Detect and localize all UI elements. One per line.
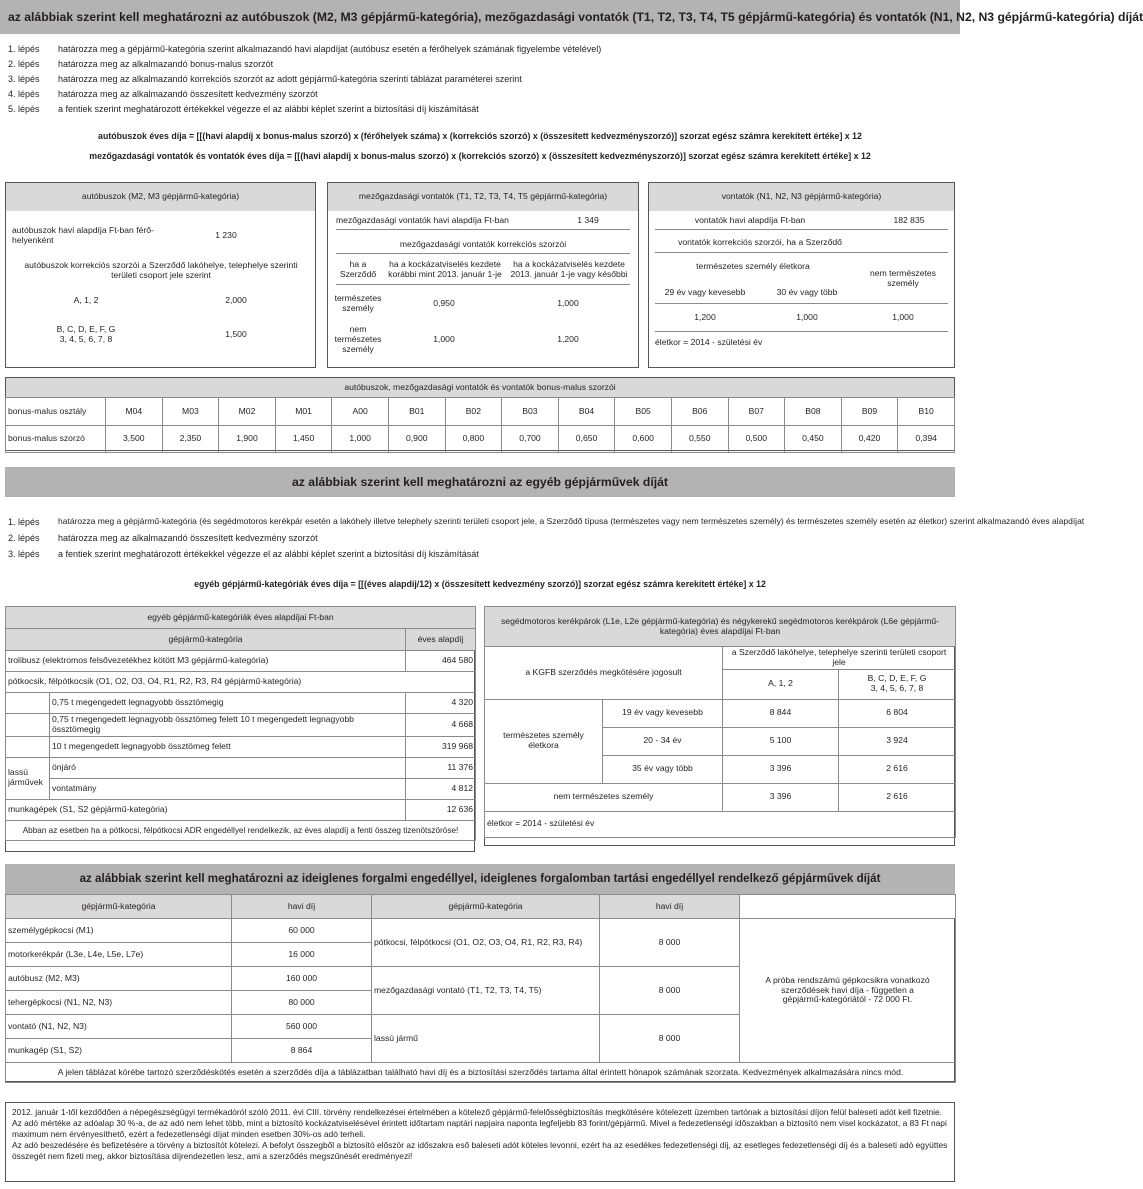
bus-table	[5, 182, 316, 368]
temp-slow-value: 8 000	[600, 1015, 740, 1063]
moped-age2-v2: 3 924	[839, 727, 956, 755]
temp-machine-value: 8 864	[232, 1039, 372, 1063]
moped-age3-v2: 2 616	[839, 755, 956, 783]
step-number: 3. lépés	[8, 74, 40, 84]
step-text: határozza meg az alkalmazandó korrekciós szorzót az adott gépjármű-kategória szerinti táblázat paraméterei szerint	[58, 74, 522, 84]
trailer-light-label: 0,75 t megengedett legnagyobb össztömegig	[50, 693, 406, 714]
step-text: határozza meg az alkalmazandó bonus-malus szorzót	[58, 59, 274, 69]
moped-age3-v1: 3 396	[723, 755, 839, 783]
bonus-value: 0,900	[388, 426, 445, 453]
bonus-value: 0,500	[728, 426, 785, 453]
agri-header: mezőgazdasági vontatók (T1, T2, T3, T4, T5 gépjármű-kategória)	[328, 183, 638, 211]
agri-row-nonnatural: nem természetes személy	[334, 324, 382, 354]
moped-age2-v1: 5 100	[723, 727, 839, 755]
temp-moto-label: motorkerékpár (L3e, L4e, L5e, L7e)	[6, 943, 232, 967]
moped-age2: 20 - 34 év	[603, 727, 723, 755]
agri-col0: ha a Szerződő	[339, 259, 377, 279]
agri-corr-header: mezőgazdasági vontatók korrekciós szorzói	[399, 239, 567, 250]
bonus-class: B08	[785, 398, 842, 426]
bonus-class: B09	[841, 398, 898, 426]
agri-col1: ha a kockázatviselés kezdete korábbi mint 2013. január 1-je	[388, 259, 502, 279]
adr-footnote: Abban az esetben ha a pótkocsi, félpótkocsi ADR engedéllyel rendelkezik, az éves alapdíj a fenti összeg tizenötszöröse!	[6, 820, 476, 840]
moped-age-note: életkor = 2014 - születési év	[485, 811, 956, 837]
bonus-header: autóbuszok, mezőgazdasági vontatók és vontatók bonus-malus szorzói	[6, 378, 954, 397]
bonus-class: B02	[445, 398, 502, 426]
trial-plate-note: A próba rendszámú gépkocsikra vonatkozó szerződések havi díja - független a gépjármű-kategóriától - 72 000 Ft.	[740, 919, 956, 1063]
moped-table	[484, 606, 956, 838]
bonus-class: B10	[898, 398, 955, 426]
temp-col-fee: havi díj	[232, 895, 372, 919]
self-propelled-label: önjáró	[50, 757, 406, 778]
bonus-value: 1,900	[219, 426, 276, 453]
other-header: egyéb gépjármű-kategóriák éves alapdíjai Ft-ban	[6, 607, 476, 629]
moped-age1: 19 év vagy kevesebb	[603, 699, 723, 727]
bus-formula: autóbuszok éves díja = [[(havi alapdíj x bonus-malus szorzó) x (férőhelyek száma) x (korrekciós szorzó) x (összesített kedvezményszorzó)] szorzat egész számra kerekített értéke] x 12	[98, 131, 862, 141]
bus-region-a: A, 1, 2	[73, 295, 99, 306]
agri-v22: 1,200	[557, 334, 579, 345]
section3-title: az alábbiak szerint kell meghatározni az ideiglenes forgalmi engedéllyel, ideiglenes forgalomban tartási engedéllyel rendelkező gépjárművek díját	[5, 864, 955, 894]
step-number: 4. lépés	[8, 89, 40, 99]
moped-region-header: a Szerződő lakóhelye, telephelye szerinti területi csoport jele	[723, 647, 956, 670]
step-number: 2. lépés	[8, 533, 40, 543]
trailer-heavy-label: 10 t megengedett legnagyobb össztömeg felett	[50, 736, 406, 757]
tractor-v3: 1,000	[892, 312, 914, 323]
self-propelled-value: 11 376	[406, 757, 476, 778]
trailer-label: pótkocsik, félpótkocsik (O1, O2, O3, O4, R1, R2, R3, R4 gépjármű-kategória)	[6, 672, 476, 693]
step-text: a fentiek szerint meghatározott értékekkel végezze el az alábbi képlet szerint a biztosítási díj kiszámítását	[58, 549, 479, 559]
bonus-value: 0,650	[558, 426, 615, 453]
agri-row-natural: természetes személy	[334, 293, 382, 313]
step-number: 5. lépés	[8, 104, 40, 114]
tractor-age-note: életkor = 2014 - születési év	[655, 337, 763, 348]
bonus-class: B07	[728, 398, 785, 426]
moped-region-b: B, C, D, E, F, G 3, 4, 5, 6, 7, 8	[839, 669, 956, 699]
bonus-value: 0,450	[785, 426, 842, 453]
moped-nonnatural-v1: 3 396	[723, 783, 839, 811]
tractor-table	[648, 182, 955, 368]
step-number: 3. lépés	[8, 549, 40, 559]
tractor-v2: 1,000	[796, 312, 818, 323]
moped-nonnatural-v2: 2 616	[839, 783, 956, 811]
bonus-class: A00	[332, 398, 389, 426]
tractor-base-label: vontatók havi alapdíja Ft-ban	[694, 215, 806, 226]
bonus-value: 1,450	[275, 426, 332, 453]
legal-note-3: Az adó beszedésére és befizetésére a törvény a biztosítót kötelezi. A befolyt összegből a biztosító először az időszakra eső baleseti adót köteles levonni, ezért ha az esedékes fedezetlenségi díj, az esetleges fedezetlenségi díj és a baleseti adó együttes összegét nem fizeti meg, akkor biztosítása díjrendezetlen lesz, ami a szerződés megszűnését eredményezi!	[12, 1139, 948, 1161]
bonus-class: B06	[671, 398, 728, 426]
bus-header: autóbuszok (M2, M3 gépjármű-kategória)	[6, 183, 315, 211]
moped-natural: természetes személy életkora	[485, 699, 603, 783]
bonus-class: M01	[275, 398, 332, 426]
step-text: határozza meg az alkalmazandó összesített kedvezmény szorzót	[58, 89, 318, 99]
bonus-value: 0,394	[898, 426, 955, 453]
other-formula: egyéb gépjármű-kategóriák éves díja = [[(éves alapdíj/12) x (összesített kedvezmény szorzó)] szorzat egész számra kerekített értéke] x 12	[194, 579, 766, 589]
temp-slow-label: lassú jármű	[372, 1015, 600, 1063]
moped-age3: 35 év vagy több	[603, 755, 723, 783]
temp-agri-label: mezőgazdasági vontató (T1, T2, T3, T4, T5)	[372, 967, 600, 1015]
legal-note-2: Az adó mértéke az adóalap 30 %-a, de az adó nem lehet több, mint a biztosító kockázatviselésével érintett időtartam naptári napjaira naponta legfeljebb 83 forint/gépjármű. Mivel a fedezetlenségi időszakban a biztosító nem visel kockázatot, a 83 Ft napi maximum nem érvényesíthető, ezért a fedezetlenségi díjat minden esetben 30%-os adó terheli.	[12, 1117, 947, 1139]
temp-col-cat: gépjármű-kategória	[6, 895, 232, 919]
bus-base-value: 1 230	[215, 230, 237, 241]
tractor-nonnatural: nem természetes személy	[870, 268, 936, 288]
bus-region-a-value: 2,000	[225, 295, 247, 306]
other-col-cat: gépjármű-kategória	[6, 629, 406, 651]
towed-value: 4 812	[406, 778, 476, 799]
bonus-value: 3,500	[106, 426, 163, 453]
temp-machine-label: munkagép (S1, S2)	[6, 1039, 232, 1063]
trolley-value: 464 580	[406, 651, 476, 672]
step-text: határozza meg a gépjármű-kategória (és segédmotoros kerékpár esetén a lakóhely illetve telephely szerinti területi csoport jele, a Szerződő típusa (természetes vagy nem természetes személy) és természetes személy esetén az életkor) szerint alkalmazandó éves alapdíjat	[58, 516, 1085, 526]
section2-title: az alábbiak szerint kell meghatározni az egyéb gépjárművek díját	[5, 467, 955, 497]
agri-base-value: 1 349	[577, 215, 599, 226]
section1-title: az alábbiak szerint kell meghatározni az autóbuszok (M2, M3 gépjármű-kategória), mezőgazdasági vontatók (T1, T2, T3, T4, T5 gépjármű-kategória) és vontatók (N1, N2, N3 gépjármű-kategória) díját	[0, 0, 960, 34]
trailer-mid-label: 0,75 t megengedett legnagyobb össztömeg felett 10 t megengedett legnagyobb össztömegig	[50, 714, 406, 737]
tractor-corr-header: vontatók korrekciós szorzói, ha a Szerződő	[678, 237, 842, 248]
other-col-val: éves alapdíj	[406, 629, 476, 651]
legal-notes	[5, 1102, 955, 1182]
other-table	[5, 606, 476, 841]
agri-v11: 0,950	[433, 298, 455, 309]
temp-tractor-label: vontató (N1, N2, N3)	[6, 1015, 232, 1039]
temp-bus-label: autóbusz (M2, M3)	[6, 967, 232, 991]
bonus-value: 0,600	[615, 426, 672, 453]
agri-table	[327, 182, 639, 368]
bonus-value: 2,350	[162, 426, 219, 453]
trailer-light-value: 4 320	[406, 693, 476, 714]
bonus-value: 0,800	[445, 426, 502, 453]
bonus-class: B05	[615, 398, 672, 426]
bonus-value: 0,420	[841, 426, 898, 453]
step-text: határozza meg az alkalmazandó összesített kedvezmény szorzót	[58, 533, 318, 543]
tractor-header: vontatók (N1, N2, N3 gépjármű-kategória)	[649, 183, 954, 211]
moped-age1-v1: 8 844	[723, 699, 839, 727]
bonus-class: M03	[162, 398, 219, 426]
legal-note-1: 2012. január 1-től kezdődően a népegészségügyi termékadóról szóló 2011. évi CIII. törvény rendelkezései értelmében a kötelező gépjármű-felelősségbiztosítás megkötésére kötelezett üzemben tartónak a biztosítási díjon felül baleseti adót kell fizetnie.	[12, 1107, 943, 1117]
bonus-value: 1,000	[332, 426, 389, 453]
tractor-base-value: 182 835	[893, 215, 925, 226]
bonus-class: B03	[502, 398, 559, 426]
agri-v12: 1,000	[557, 298, 579, 309]
step-number: 1. lépés	[8, 517, 40, 527]
step-number: 2. lépés	[8, 59, 40, 69]
bus-region-b-value: 1,500	[225, 329, 247, 340]
bus-region-b: B, C, D, E, F, G 3, 4, 5, 6, 7, 8	[56, 324, 116, 344]
temp-car-value: 60 000	[232, 919, 372, 943]
temp-moto-value: 16 000	[232, 943, 372, 967]
temp-car-label: személygépkocsi (M1)	[6, 919, 232, 943]
trailer-heavy-value: 319 968	[406, 736, 476, 757]
temp-bus-value: 160 000	[232, 967, 372, 991]
temp-trailer-value: 8 000	[600, 919, 740, 967]
trailer-mid-value: 4 668	[406, 714, 476, 737]
bonus-value: 0,550	[671, 426, 728, 453]
tractor-formula: mezőgazdasági vontatók és vontatók éves díja = [[(havi alapdíj x bonus-malus szorzó) x (korrekciós szorzó) x (összesített kedvezményszorzó)] szorzat egész számra kerekített értéke] x 12	[89, 151, 871, 161]
machinery-label: munkagépek (S1, S2 gépjármű-kategória)	[6, 799, 406, 820]
tractor-age-header: természetes személy életkora	[696, 261, 810, 272]
moped-header: segédmotoros kerékpárok (L1e, L2e gépjármű-kategória) és négykerekű segédmotoros kerékpárok (L6e gépjármű-kategória) éves alapdíjai Ft-ban	[485, 607, 956, 647]
agri-col2: ha a kockázatviselés kezdete 2013. január 1-je vagy későbbi	[510, 259, 628, 279]
temp-col-fee2: havi díj	[600, 895, 740, 919]
agri-v21: 1,000	[433, 334, 455, 345]
tractor-age1: 29 év vagy kevesebb	[664, 287, 746, 298]
bonus-class: B04	[558, 398, 615, 426]
towed-label: vontatmány	[50, 778, 406, 799]
bonus-value: 0,700	[502, 426, 559, 453]
step-text: határozza meg a gépjármű-kategória szerint alkalmazandó havi alapdíjat (autóbusz esetén a férőhelyek számának figyelembe vételével)	[58, 44, 602, 54]
moped-age1-v2: 6 804	[839, 699, 956, 727]
bonus-grid	[5, 397, 955, 453]
bus-corr-label: autóbuszok korrekciós szorzói a Szerződő lakóhelye, telephelye szerinti területi csoport jele szerint	[24, 260, 298, 280]
temp-truck-value: 80 000	[232, 991, 372, 1015]
temp-footnote: A jelen táblázat körébe tartozó szerződéskötés esetén a szerződés díja a táblázatban található havi díj és a biztosítási szerződés tartama által érintett hónapok számának szorzata. Kedvezmények alkalmazására nincs mód.	[6, 1063, 956, 1083]
step-number: 1. lépés	[8, 44, 40, 54]
moped-region-a: A, 1, 2	[723, 669, 839, 699]
temp-trailer-label: pótkocsi, félpótkocsi (O1, O2, O3, O4, R1, R2, R3, R4)	[372, 919, 600, 967]
agri-base-label: mezőgazdasági vontatók havi alapdíja Ft-ban	[336, 215, 509, 226]
tractor-age2: 30 év vagy több	[776, 287, 838, 298]
step-text: a fentiek szerint meghatározott értékekkel végezze el az alábbi képlet szerint a biztosítási díj kiszámítását	[58, 104, 479, 114]
slow-vehicles-label: lassú járművek	[6, 757, 50, 799]
machinery-value: 12 636	[406, 799, 476, 820]
bus-base-label: autóbuszok havi alapdíja Ft-ban férő-helyenként	[12, 225, 154, 245]
bonus-value-label: bonus-malus szorzó	[6, 426, 106, 453]
trolley-label: trolibusz (elektromos felsővezetékhez kötött M3 gépjármű-kategória)	[6, 651, 406, 672]
moped-nonnatural: nem természetes személy	[485, 783, 723, 811]
bonus-class-label: bonus-malus osztály	[6, 398, 106, 426]
bonus-class: B01	[388, 398, 445, 426]
bonus-class: M02	[219, 398, 276, 426]
temp-agri-value: 8 000	[600, 967, 740, 1015]
moped-entitled: a KGFB szerződés megkötésére jogosult	[485, 647, 723, 700]
temp-col-cat2: gépjármű-kategória	[372, 895, 600, 919]
temp-truck-label: tehergépkocsi (N1, N2, N3)	[6, 991, 232, 1015]
temp-tractor-value: 560 000	[232, 1015, 372, 1039]
bonus-class: M04	[106, 398, 163, 426]
temp-table	[5, 894, 956, 1083]
tractor-v1: 1,200	[694, 312, 716, 323]
